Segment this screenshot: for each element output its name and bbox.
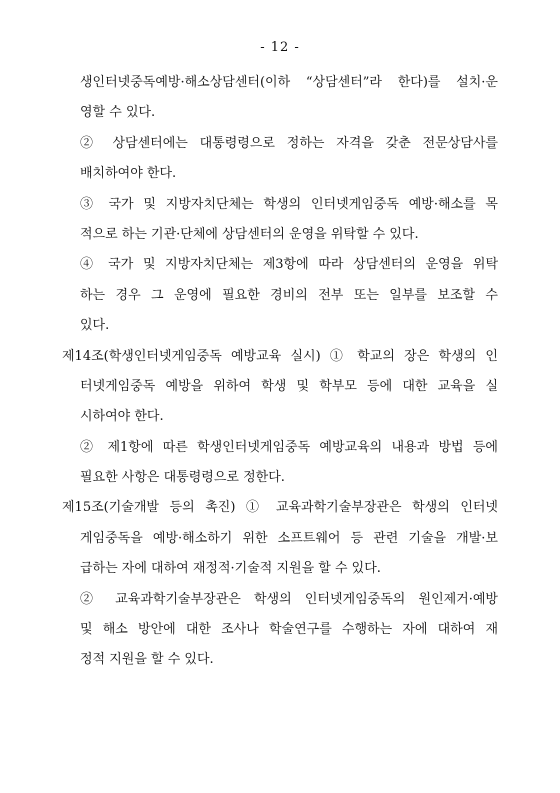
text-line: ② 상담센터에는 대통령령으로 정하는 자격을 갖춘 전문상담사를 [80,135,498,151]
page-number: - 12 - [260,40,300,55]
article-heading-line: 제15조(기술개발 등의 촉진) ① 교육과학기술부장관은 학생의 인터넷 [62,500,498,516]
document-body [62,68,498,676]
text-line: 적으로 하는 기관·단체에 상담센터의 운영을 위탁할 수 있다. [80,226,419,242]
text-line: 급하는 자에 대하여 재정적·기술적 지원을 할 수 있다. [80,561,381,577]
text-line: 영할 수 있다. [80,105,156,121]
text-line: ③ 국가 및 지방자치단체는 학생의 인터넷게임중독 예방·해소를 목 [80,196,498,212]
text-line: 배치하여야 한다. [80,166,177,182]
text-line: 정적 지원을 할 수 있다. [80,652,214,668]
text-line: 하는 경우 그 운영에 필요한 경비의 전부 또는 일부를 보조할 수 [80,287,498,303]
text-line: 게임중독을 예방·해소하기 위한 소프트웨어 등 관련 기술을 개발·보 [80,530,498,546]
text-line: ④ 국가 및 지방자치단체는 제3항에 따라 상담센터의 운영을 위탁 [80,257,498,273]
text-line: 터넷게임중독 예방을 위하여 학생 및 학부모 등에 대한 교육을 실 [80,378,498,394]
text-line: ② 교육과학기술부장관은 학생의 인터넷게임중독의 원인제거·예방 [80,591,498,607]
text-line: ② 제1항에 따른 학생인터넷게임중독 예방교육의 내용과 방법 등에 [80,439,498,455]
text-line: 및 해소 방안에 대한 조사나 학술연구를 수행하는 자에 대하여 재 [80,622,498,638]
article-heading-line: 제14조(학생인터넷게임중독 예방교육 실시) ① 학교의 장은 학생의 인 [62,348,498,364]
text-line: 시하여야 한다. [80,409,164,425]
text-line: 필요한 사항은 대통령령으로 정한다. [80,470,285,486]
text-line: 생인터넷중독예방·해소상담센터(이하 “상담센터”라 한다)를 설치·운 [80,75,498,90]
text-line: 있다. [80,318,110,334]
